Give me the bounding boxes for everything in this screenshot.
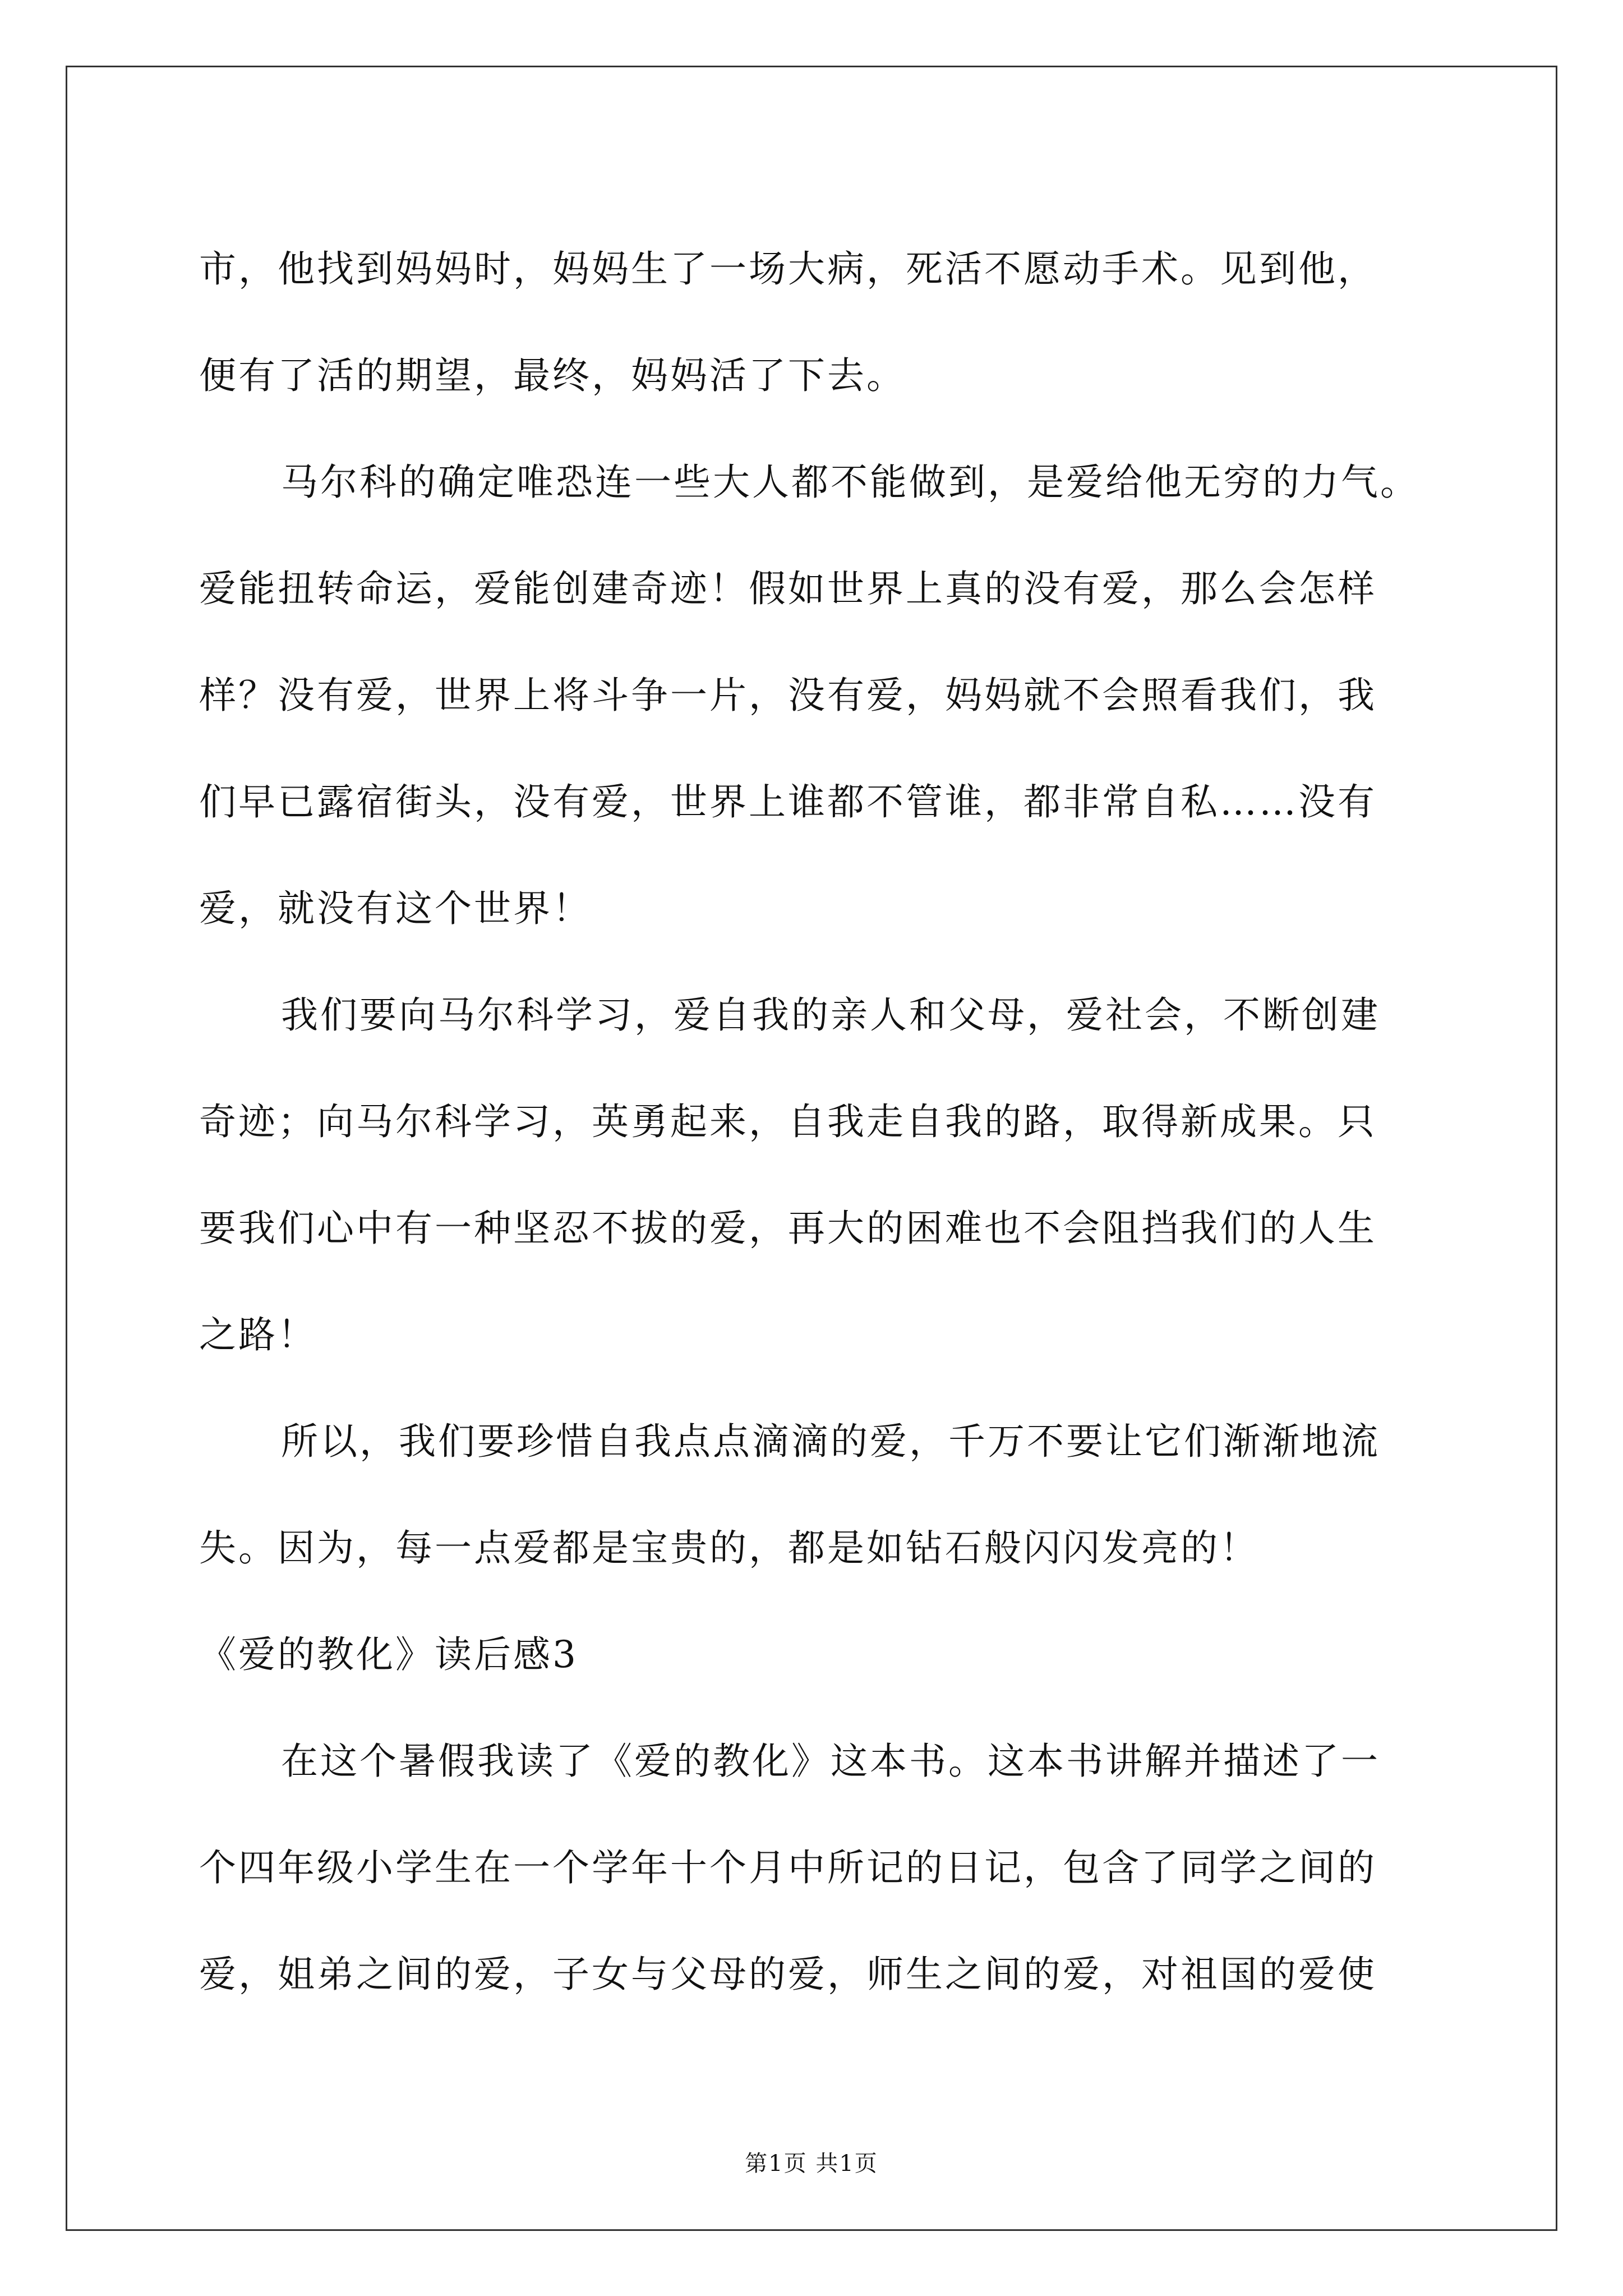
text-line: 们早已露宿街头，没有爱，世界上谁都不管谁，都非常自私……没有 [199, 780, 1377, 823]
text-line: 便有了活的期望，最终，妈妈活了下去。 [199, 354, 906, 397]
text-line: 样？没有爱，世界上将斗争一片，没有爱，妈妈就不会照看我们，我 [199, 674, 1377, 717]
section-heading: 《爱的教化》读后感3 [199, 1633, 578, 1676]
text-line: 之路！ [199, 1313, 317, 1356]
text-line: 我们要向马尔科学习，爱自我的亲人和父母，爱社会，不断创建 [281, 993, 1380, 1037]
document-body [199, 216, 1461, 2028]
text-line: 爱，姐弟之间的爱，子女与父母的爱，师生之间的爱，对祖国的爱使 [199, 1953, 1377, 1996]
page-number: 第1页 共1页 [745, 2151, 878, 2177]
text-line: 失。因为，每一点爱都是宝贵的，都是如钻石般闪闪发亮的！ [199, 1526, 1259, 1570]
text-line: 市，他找到妈妈时，妈妈生了一场大病，死活不愿动手术。见到他， [199, 247, 1377, 291]
text-line: 爱能扭转命运，爱能创建奇迹！假如世界上真的没有爱，那么会怎样 [199, 567, 1377, 610]
text-line: 在这个暑假我读了《爱的教化》这本书。这本书讲解并描述了一 [281, 1740, 1380, 1783]
text-line: 所以，我们要珍惜自我点点滴滴的爱，千万不要让它们渐渐地流 [281, 1420, 1380, 1463]
text-line: 个四年级小学生在一个学年十个月中所记的日记，包含了同学之间的 [199, 1846, 1377, 1889]
text-line: 马尔科的确定唯恐连一些大人都不能做到，是爱给他无穷的力气。 [281, 461, 1419, 504]
text-line: 要我们心中有一种坚忍不拔的爱，再大的困难也不会阻挡我们的人生 [199, 1207, 1377, 1250]
text-line: 爱，就没有这个世界！ [199, 887, 592, 930]
text-line: 奇迹；向马尔科学习，英勇起来，自我走自我的路，取得新成果。只 [199, 1100, 1377, 1143]
